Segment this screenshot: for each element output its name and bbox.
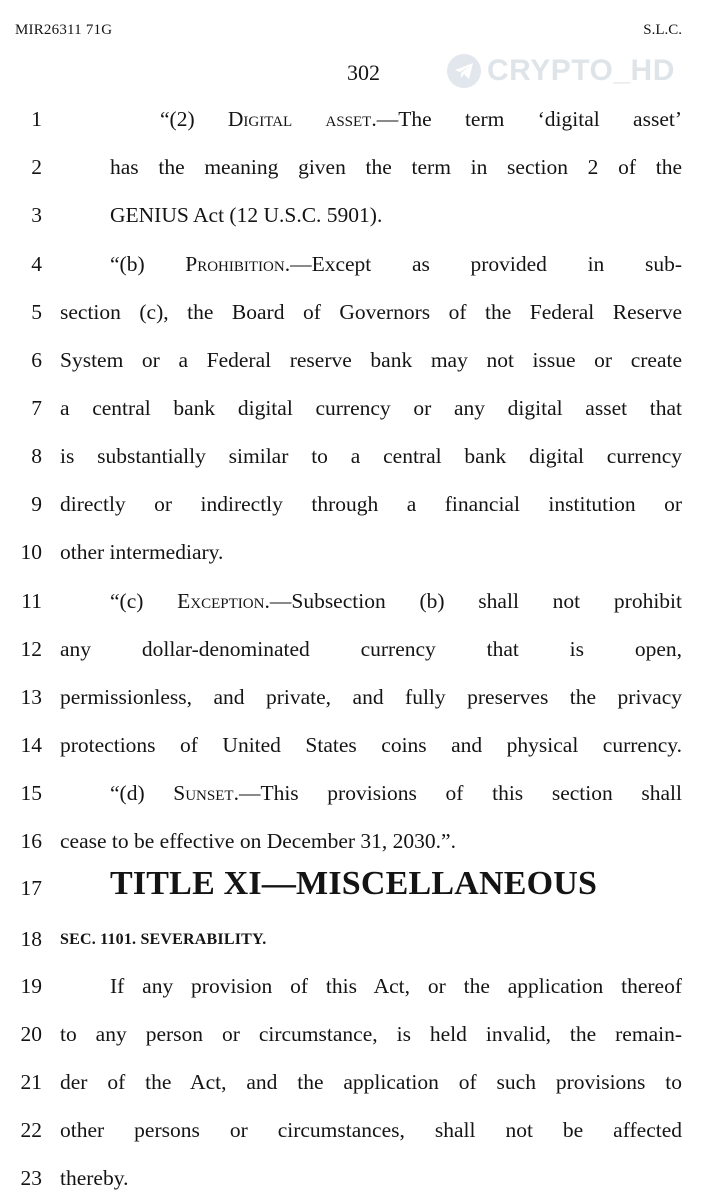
text-line (0, 537, 727, 567)
line-number: 2 (31, 155, 42, 179)
line-text: directly or indirectly through a financial institution or (60, 492, 682, 516)
line-text: GENIUS Act (12 U.S.C. 5901). (110, 203, 383, 227)
text-line (0, 924, 727, 954)
line-number: 17 (20, 876, 42, 900)
line-text: System or a Federal reserve bank may not issue or create (60, 348, 682, 372)
line-text: “(d) Sunset.—This provisions of this section shall (110, 781, 682, 805)
text-line (0, 1019, 727, 1049)
text-line (0, 1115, 727, 1145)
line-text: section (c), the Board of Governors of the Federal Reserve (60, 300, 682, 324)
text-line (0, 1163, 727, 1193)
text-line (0, 104, 727, 134)
text-line (0, 152, 727, 182)
line-number: 22 (20, 1118, 42, 1142)
section-heading: SEC. 1101. SEVERABILITY. (60, 931, 267, 948)
subsection-heading: Exception (177, 589, 265, 613)
line-number: 21 (20, 1070, 42, 1094)
text-line (0, 345, 727, 375)
line-number: 9 (31, 492, 42, 516)
title-heading: TITLE XI—MISCELLANEOUS (110, 865, 598, 902)
line-text: a central bank digital currency or any digital asset that (60, 396, 682, 420)
line-text: to any person or circumstance, is held invalid, the remain- (60, 1022, 682, 1046)
office-code: S.L.C. (643, 22, 682, 38)
line-number: 23 (20, 1166, 42, 1190)
telegram-icon (447, 54, 481, 88)
text-line (0, 778, 727, 808)
line-number: 13 (20, 685, 42, 709)
subsection-heading: Prohibition (185, 252, 285, 276)
line-number: 11 (21, 589, 42, 613)
line-number: 8 (31, 444, 42, 468)
text-line (0, 865, 727, 906)
line-text: has the meaning given the term in section 2 of the (110, 155, 682, 179)
line-text: protections of United States coins and physical currency. (60, 733, 682, 757)
text-line (0, 297, 727, 327)
text-line (0, 586, 727, 616)
line-number: 18 (20, 927, 42, 951)
text-line (0, 971, 727, 1001)
line-number: 14 (20, 733, 42, 757)
line-number: 16 (20, 829, 42, 853)
text-line (0, 249, 727, 279)
line-text: any dollar-denominated currency that is open, (60, 637, 682, 661)
page-number: 302 (347, 60, 380, 85)
line-number: 15 (20, 781, 42, 805)
line-number: 7 (31, 396, 42, 420)
line-number: 20 (20, 1022, 42, 1046)
line-number: 19 (20, 974, 42, 998)
line-text: permissionless, and private, and fully preserves the privacy (60, 685, 682, 709)
line-number: 12 (20, 637, 42, 661)
line-number: 5 (31, 300, 42, 324)
watermark (447, 50, 675, 92)
line-number: 4 (31, 252, 42, 276)
line-text: thereby. (60, 1166, 129, 1190)
text-line (0, 1067, 727, 1097)
subsection-heading: Digital asset (227, 107, 372, 131)
text-line (0, 489, 727, 519)
line-number: 6 (31, 348, 42, 372)
text-line (0, 441, 727, 471)
line-text: “(c) Exception.—Subsection (b) shall not prohibit (110, 589, 682, 613)
text-line (0, 730, 727, 760)
line-number: 1 (31, 107, 42, 131)
line-text: “(b) Prohibition.—Except as provided in sub- (110, 252, 682, 276)
text-line (0, 826, 727, 856)
line-text: der of the Act, and the application of such provisions to (60, 1070, 682, 1094)
line-text: is substantially similar to a central bank digital currency (60, 444, 682, 468)
line-number: 10 (20, 540, 42, 564)
text-line (0, 200, 727, 230)
text-line (0, 393, 727, 423)
line-text: cease to be effective on December 31, 2030.”. (60, 829, 456, 853)
line-text: If any provision of this Act, or the application thereof (110, 974, 682, 998)
subsection-heading: Sunset (173, 781, 234, 805)
document-id: MIR26311 71G (15, 22, 113, 38)
text-line (0, 682, 727, 712)
line-text: “(2) Digital asset.—The term ‘digital asset’ (160, 107, 682, 131)
line-number: 3 (31, 203, 42, 227)
watermark-text: CRYPTO_HD (487, 54, 675, 87)
line-text: other persons or circumstances, shall not be affected (60, 1118, 682, 1142)
line-text: other intermediary. (60, 540, 224, 564)
text-line (0, 634, 727, 664)
